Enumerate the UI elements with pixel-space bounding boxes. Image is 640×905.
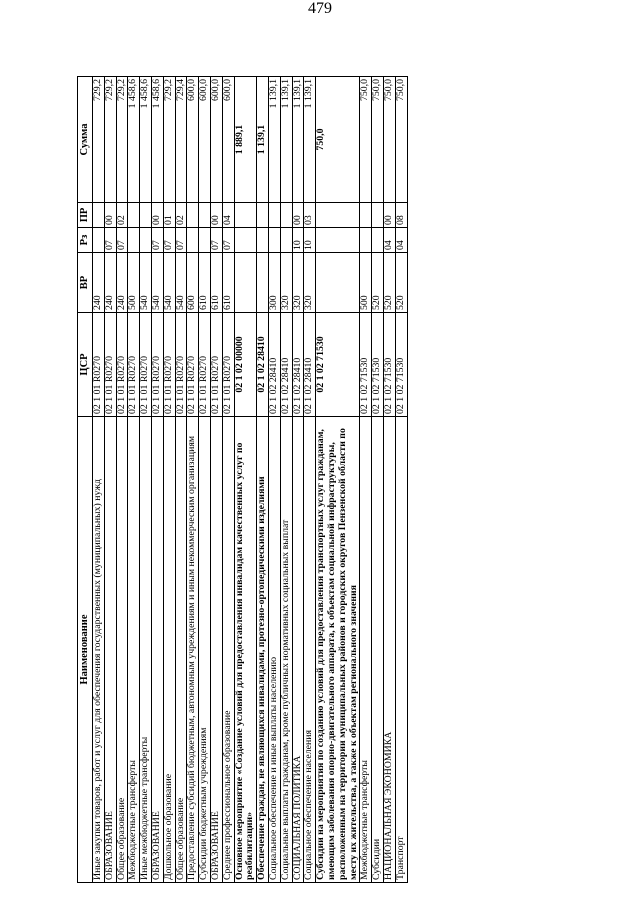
row-vr-cell: 240: [93, 253, 105, 313]
row-sum-cell: 1 458,6: [140, 77, 152, 203]
row-code-cell: 02 1 02 71530: [383, 313, 395, 417]
row-vr-cell: 610: [222, 253, 234, 313]
row-sum-cell: 729,2: [163, 77, 175, 203]
row-sum-cell: 1 139,1: [268, 77, 280, 203]
row-rz-cell: [316, 228, 360, 253]
row-pr-cell: 02: [116, 203, 128, 228]
row-vr-cell: 540: [140, 253, 152, 313]
row-sum-cell: 750,0: [383, 77, 395, 203]
row-vr-cell: 600: [187, 253, 199, 313]
row-vr-cell: 320: [280, 253, 292, 313]
row-code-cell: 02 1 02 28410: [257, 313, 269, 417]
row-sum-cell: 729,2: [93, 77, 105, 203]
row-sum-cell: 1 139,1: [257, 77, 269, 203]
row-sum-cell: 600,0: [222, 77, 234, 203]
row-pr-cell: [234, 203, 257, 228]
row-name-cell: ОБРАЗОВАНИЕ: [104, 417, 116, 883]
row-pr-cell: [93, 203, 105, 228]
row-vr-cell: 540: [151, 253, 163, 313]
row-vr-cell: 240: [104, 253, 116, 313]
table-row: [128, 77, 140, 883]
row-sum-cell: 600,0: [187, 77, 199, 203]
row-vr-cell: 610: [199, 253, 211, 313]
table-row: [140, 77, 152, 883]
table-row: [104, 77, 116, 883]
row-vr-cell: 520: [372, 253, 384, 313]
row-code-cell: 02 1 02 28410: [304, 313, 316, 417]
row-name-cell: Субсидии: [372, 417, 384, 883]
table-row: [175, 77, 187, 883]
row-code-cell: 02 1 01 R0270: [151, 313, 163, 417]
row-rz-cell: 07: [222, 228, 234, 253]
row-sum-cell: 1 458,6: [128, 77, 140, 203]
row-code-cell: 02 1 02 28410: [292, 313, 304, 417]
row-rz-cell: [360, 228, 372, 253]
row-vr-cell: 610: [210, 253, 222, 313]
row-sum-cell: 1 458,6: [151, 77, 163, 203]
row-rz-cell: [372, 228, 384, 253]
table-row: [383, 77, 395, 883]
row-sum-cell: 1 139,1: [292, 77, 304, 203]
row-code-cell: 02 1 01 R0270: [163, 313, 175, 417]
table-row: [222, 77, 234, 883]
row-sum-cell: 600,0: [210, 77, 222, 203]
rotated-table-container: [77, 77, 553, 883]
row-code-cell: 02 1 01 R0270: [128, 313, 140, 417]
header-name: Наименование: [78, 417, 93, 883]
row-sum-cell: 1 139,1: [304, 77, 316, 203]
row-name-cell: СОЦИАЛЬНАЯ ПОЛИТИКА: [292, 417, 304, 883]
row-code-cell: 02 1 01 R0270: [116, 313, 128, 417]
row-rz-cell: [187, 228, 199, 253]
row-code-cell: 02 1 02 00000: [234, 313, 257, 417]
row-vr-cell: 300: [268, 253, 280, 313]
row-code-cell: 02 1 01 R0270: [199, 313, 211, 417]
table-row: [257, 77, 269, 883]
row-vr-cell: 520: [383, 253, 395, 313]
row-pr-cell: 00: [151, 203, 163, 228]
row-pr-cell: 00: [210, 203, 222, 228]
row-name-cell: Дошкольное образование: [163, 417, 175, 883]
row-pr-cell: 00: [383, 203, 395, 228]
row-name-cell: Субсидии на мероприятия по созданию условий для предоставления транспортных услуг гражданам, имеющим заболевания опорно-двигательного аппарата, к объектам социальной инфраструктуры, расположенным на территории муниципальных районов и городских округов Пензенской области по месту их жительства, а также к объектам регионального значения: [316, 417, 360, 883]
row-rz-cell: 04: [383, 228, 395, 253]
row-sum-cell: 1 139,1: [280, 77, 292, 203]
row-sum-cell: 750,0: [316, 77, 360, 203]
row-sum-cell: 729,2: [104, 77, 116, 203]
row-code-cell: 02 1 02 28410: [268, 313, 280, 417]
row-vr-cell: [316, 253, 360, 313]
row-rz-cell: 10: [292, 228, 304, 253]
table-row: [372, 77, 384, 883]
row-code-cell: 02 1 01 R0270: [93, 313, 105, 417]
row-code-cell: 02 1 01 R0270: [222, 313, 234, 417]
table-row: [234, 77, 257, 883]
row-name-cell: Межбюджетные трансферты: [360, 417, 372, 883]
table-row: [163, 77, 175, 883]
row-name-cell: Субсидии бюджетным учреждениям: [199, 417, 211, 883]
table-row: [292, 77, 304, 883]
row-pr-cell: [140, 203, 152, 228]
row-pr-cell: [360, 203, 372, 228]
row-rz-cell: [93, 228, 105, 253]
row-pr-cell: [316, 203, 360, 228]
row-pr-cell: [199, 203, 211, 228]
row-rz-cell: [280, 228, 292, 253]
row-name-cell: Социальное обеспечение населения: [304, 417, 316, 883]
row-pr-cell: 08: [395, 203, 407, 228]
row-code-cell: 02 1 02 71530: [316, 313, 360, 417]
table-row: [210, 77, 222, 883]
row-rz-cell: [268, 228, 280, 253]
row-rz-cell: [257, 228, 269, 253]
row-vr-cell: 240: [116, 253, 128, 313]
row-code-cell: 02 1 01 R0270: [140, 313, 152, 417]
row-name-cell: Социальное обеспечение и иные выплаты населению: [268, 417, 280, 883]
row-name-cell: ОБРАЗОВАНИЕ: [210, 417, 222, 883]
row-pr-cell: 04: [222, 203, 234, 228]
row-code-cell: 02 1 02 71530: [360, 313, 372, 417]
row-name-cell: Общее образование: [175, 417, 187, 883]
row-rz-cell: 04: [395, 228, 407, 253]
row-sum-cell: 729,2: [116, 77, 128, 203]
row-sum-cell: 750,0: [360, 77, 372, 203]
row-code-cell: 02 1 02 71530: [395, 313, 407, 417]
row-rz-cell: 07: [104, 228, 116, 253]
row-rz-cell: 07: [151, 228, 163, 253]
header-pr: ПР: [78, 203, 93, 228]
row-code-cell: 02 1 02 71530: [372, 313, 384, 417]
table-row: [199, 77, 211, 883]
table-row: [395, 77, 407, 883]
row-pr-cell: [257, 203, 269, 228]
row-pr-cell: [372, 203, 384, 228]
row-name-cell: Иные закупки товаров, работ и услуг для обеспечения государственных (муниципальных) нужд: [93, 417, 105, 883]
row-vr-cell: [234, 253, 257, 313]
row-pr-cell: 00: [292, 203, 304, 228]
row-rz-cell: 07: [175, 228, 187, 253]
header-rz: Рз: [78, 228, 93, 253]
row-vr-cell: 320: [304, 253, 316, 313]
row-name-cell: Обеспечение граждан, не являющихся инвалидами, протезно-ортопедическими изделиями: [257, 417, 269, 883]
row-name-cell: ОБРАЗОВАНИЕ: [151, 417, 163, 883]
row-name-cell: Общее образование: [116, 417, 128, 883]
row-rz-cell: [199, 228, 211, 253]
row-name-cell: Среднее профессиональное образование: [222, 417, 234, 883]
row-code-cell: 02 1 01 R0270: [175, 313, 187, 417]
budget-table: [77, 76, 408, 883]
table-body: [93, 77, 408, 883]
row-vr-cell: 540: [175, 253, 187, 313]
table-row: [187, 77, 199, 883]
row-code-cell: 02 1 01 R0270: [104, 313, 116, 417]
table-row: [280, 77, 292, 883]
row-rz-cell: 07: [210, 228, 222, 253]
row-sum-cell: 750,0: [372, 77, 384, 203]
table-row: [93, 77, 105, 883]
row-sum-cell: 729,4: [175, 77, 187, 203]
row-pr-cell: 01: [163, 203, 175, 228]
row-name-cell: Основное мероприятие «Создание условий для предоставления инвалидам качественных услуг по реабилитации»: [234, 417, 257, 883]
table-row: [268, 77, 280, 883]
table-header-row: [78, 77, 93, 883]
row-sum-cell: 1 889,1: [234, 77, 257, 203]
table-row: [304, 77, 316, 883]
row-pr-cell: [280, 203, 292, 228]
row-vr-cell: 320: [292, 253, 304, 313]
row-name-cell: НАЦИОНАЛЬНАЯ ЭКОНОМИКА: [383, 417, 395, 883]
row-name-cell: Межбюджетные трансферты: [128, 417, 140, 883]
row-rz-cell: 07: [163, 228, 175, 253]
page-number: 479: [308, 0, 332, 17]
row-vr-cell: 500: [360, 253, 372, 313]
row-name-cell: Предоставление субсидий бюджетным, автономным учреждениям и иным некоммерческим организациям: [187, 417, 199, 883]
row-code-cell: 02 1 02 28410: [280, 313, 292, 417]
row-rz-cell: [140, 228, 152, 253]
row-pr-cell: 03: [304, 203, 316, 228]
table-row: [360, 77, 372, 883]
row-pr-cell: [128, 203, 140, 228]
row-code-cell: 02 1 01 R0270: [187, 313, 199, 417]
row-rz-cell: [128, 228, 140, 253]
header-vr: ВР: [78, 253, 93, 313]
header-code: ЦСР: [78, 313, 93, 417]
row-vr-cell: [257, 253, 269, 313]
row-sum-cell: 600,0: [199, 77, 211, 203]
row-vr-cell: 520: [395, 253, 407, 313]
row-rz-cell: [234, 228, 257, 253]
header-sum: Сумма: [78, 77, 93, 203]
row-name-cell: Иные межбюджетные трансферты: [140, 417, 152, 883]
row-name-cell: Транспорт: [395, 417, 407, 883]
row-code-cell: 02 1 01 R0270: [210, 313, 222, 417]
table-row: [316, 77, 360, 883]
row-pr-cell: [187, 203, 199, 228]
table-row: [116, 77, 128, 883]
row-sum-cell: 750,0: [395, 77, 407, 203]
table-row: [151, 77, 163, 883]
row-vr-cell: 540: [163, 253, 175, 313]
row-vr-cell: 500: [128, 253, 140, 313]
row-rz-cell: 07: [116, 228, 128, 253]
row-pr-cell: 02: [175, 203, 187, 228]
row-pr-cell: [268, 203, 280, 228]
row-rz-cell: 10: [304, 228, 316, 253]
row-pr-cell: 00: [104, 203, 116, 228]
row-name-cell: Социальные выплаты гражданам, кроме публичных нормативных социальных выплат: [280, 417, 292, 883]
